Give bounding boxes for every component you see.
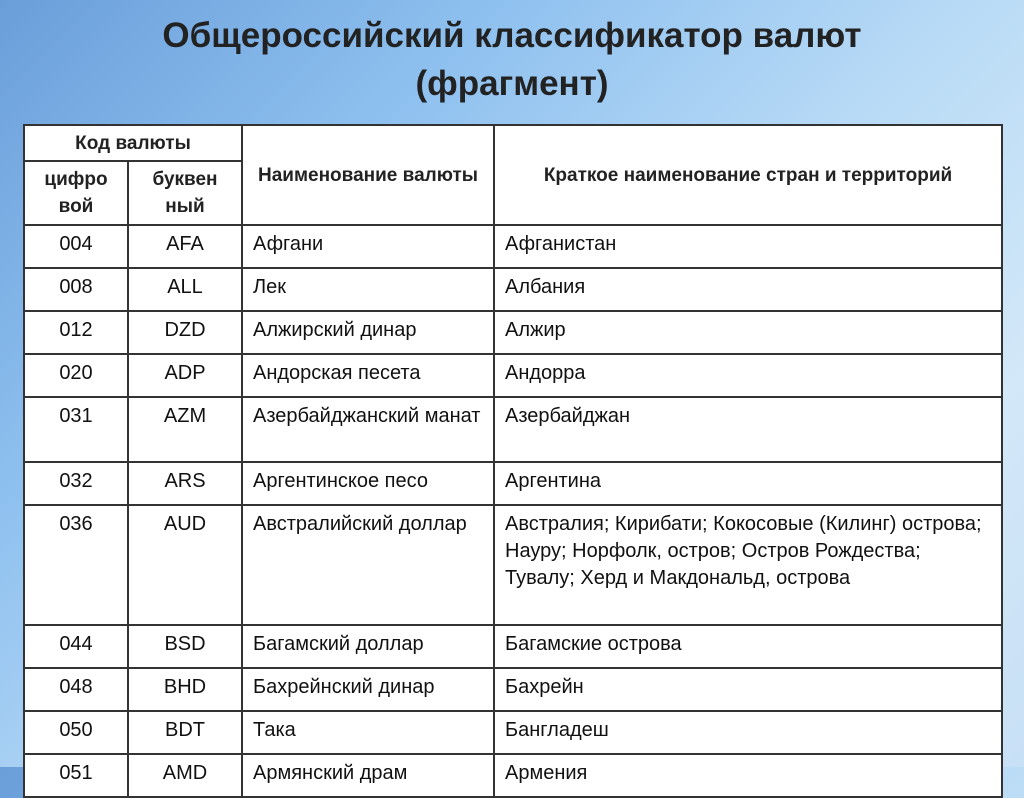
page-title bbox=[0, 12, 1024, 108]
currency-table bbox=[23, 124, 1003, 798]
currency-name-cell: Андорская песета bbox=[242, 354, 494, 397]
table-row bbox=[24, 354, 1002, 397]
countries-cell: Алжир bbox=[494, 311, 1002, 354]
header-currency-code: Код валюты bbox=[24, 125, 242, 161]
table-row bbox=[24, 268, 1002, 311]
alphabetic-code-cell: ARS bbox=[128, 462, 242, 505]
countries-cell: Аргентина bbox=[494, 462, 1002, 505]
currency-name-cell: Багамский доллар bbox=[242, 625, 494, 668]
numeric-code-cell: 031 bbox=[24, 397, 128, 462]
alphabetic-code-cell: BDT bbox=[128, 711, 242, 754]
title-line-1: Общероссийский классификатор валют bbox=[162, 16, 862, 55]
table-row bbox=[24, 625, 1002, 668]
countries-cell: Багамские острова bbox=[494, 625, 1002, 668]
currency-name-cell: Армянский драм bbox=[242, 754, 494, 797]
table-row bbox=[24, 754, 1002, 797]
alphabetic-code-cell: AUD bbox=[128, 505, 242, 625]
alphabetic-code-cell: DZD bbox=[128, 311, 242, 354]
table-row bbox=[24, 462, 1002, 505]
alphabetic-code-cell: AZM bbox=[128, 397, 242, 462]
currency-name-cell: Азербайджанский манат bbox=[242, 397, 494, 462]
table-row bbox=[24, 311, 1002, 354]
numeric-code-cell: 004 bbox=[24, 225, 128, 268]
countries-cell: Андорра bbox=[494, 354, 1002, 397]
numeric-code-cell: 032 bbox=[24, 462, 128, 505]
currency-name-cell: Лек bbox=[242, 268, 494, 311]
table-row bbox=[24, 225, 1002, 268]
currency-name-cell: Аргентинское песо bbox=[242, 462, 494, 505]
countries-cell: Бангладеш bbox=[494, 711, 1002, 754]
table-row bbox=[24, 505, 1002, 625]
countries-cell: Азербайджан bbox=[494, 397, 1002, 462]
numeric-code-cell: 051 bbox=[24, 754, 128, 797]
countries-cell: Австралия; Кирибати; Кокосовые (Килинг) острова; Науру; Норфолк, остров; Остров Рождества; Тувалу; Херд и Макдональд, острова bbox=[494, 505, 1002, 625]
alphabetic-code-cell: ADP bbox=[128, 354, 242, 397]
countries-cell: Бахрейн bbox=[494, 668, 1002, 711]
header-currency-name: Наименование валюты bbox=[242, 125, 494, 225]
numeric-code-cell: 048 bbox=[24, 668, 128, 711]
alphabetic-code-cell: AMD bbox=[128, 754, 242, 797]
countries-cell: Армения bbox=[494, 754, 1002, 797]
alphabetic-code-cell: AFA bbox=[128, 225, 242, 268]
countries-cell: Афганистан bbox=[494, 225, 1002, 268]
table-row bbox=[24, 397, 1002, 462]
header-countries: Краткое наименование стран и территорий bbox=[494, 125, 1002, 225]
numeric-code-cell: 050 bbox=[24, 711, 128, 754]
currency-name-cell: Алжирский динар bbox=[242, 311, 494, 354]
alphabetic-code-cell: ALL bbox=[128, 268, 242, 311]
currency-name-cell: Афгани bbox=[242, 225, 494, 268]
currency-name-cell: Така bbox=[242, 711, 494, 754]
alphabetic-code-cell: BSD bbox=[128, 625, 242, 668]
numeric-code-cell: 008 bbox=[24, 268, 128, 311]
currency-name-cell: Бахрейнский динар bbox=[242, 668, 494, 711]
title-line-2: (фрагмент) bbox=[415, 64, 609, 103]
table-row bbox=[24, 711, 1002, 754]
currency-name-cell: Австралийский доллар bbox=[242, 505, 494, 625]
numeric-code-cell: 044 bbox=[24, 625, 128, 668]
numeric-code-cell: 036 bbox=[24, 505, 128, 625]
table-row bbox=[24, 668, 1002, 711]
header-numeric-code: цифро вой bbox=[24, 161, 128, 225]
numeric-code-cell: 020 bbox=[24, 354, 128, 397]
alphabetic-code-cell: BHD bbox=[128, 668, 242, 711]
header-alphabetic-code: буквен ный bbox=[128, 161, 242, 225]
countries-cell: Албания bbox=[494, 268, 1002, 311]
numeric-code-cell: 012 bbox=[24, 311, 128, 354]
